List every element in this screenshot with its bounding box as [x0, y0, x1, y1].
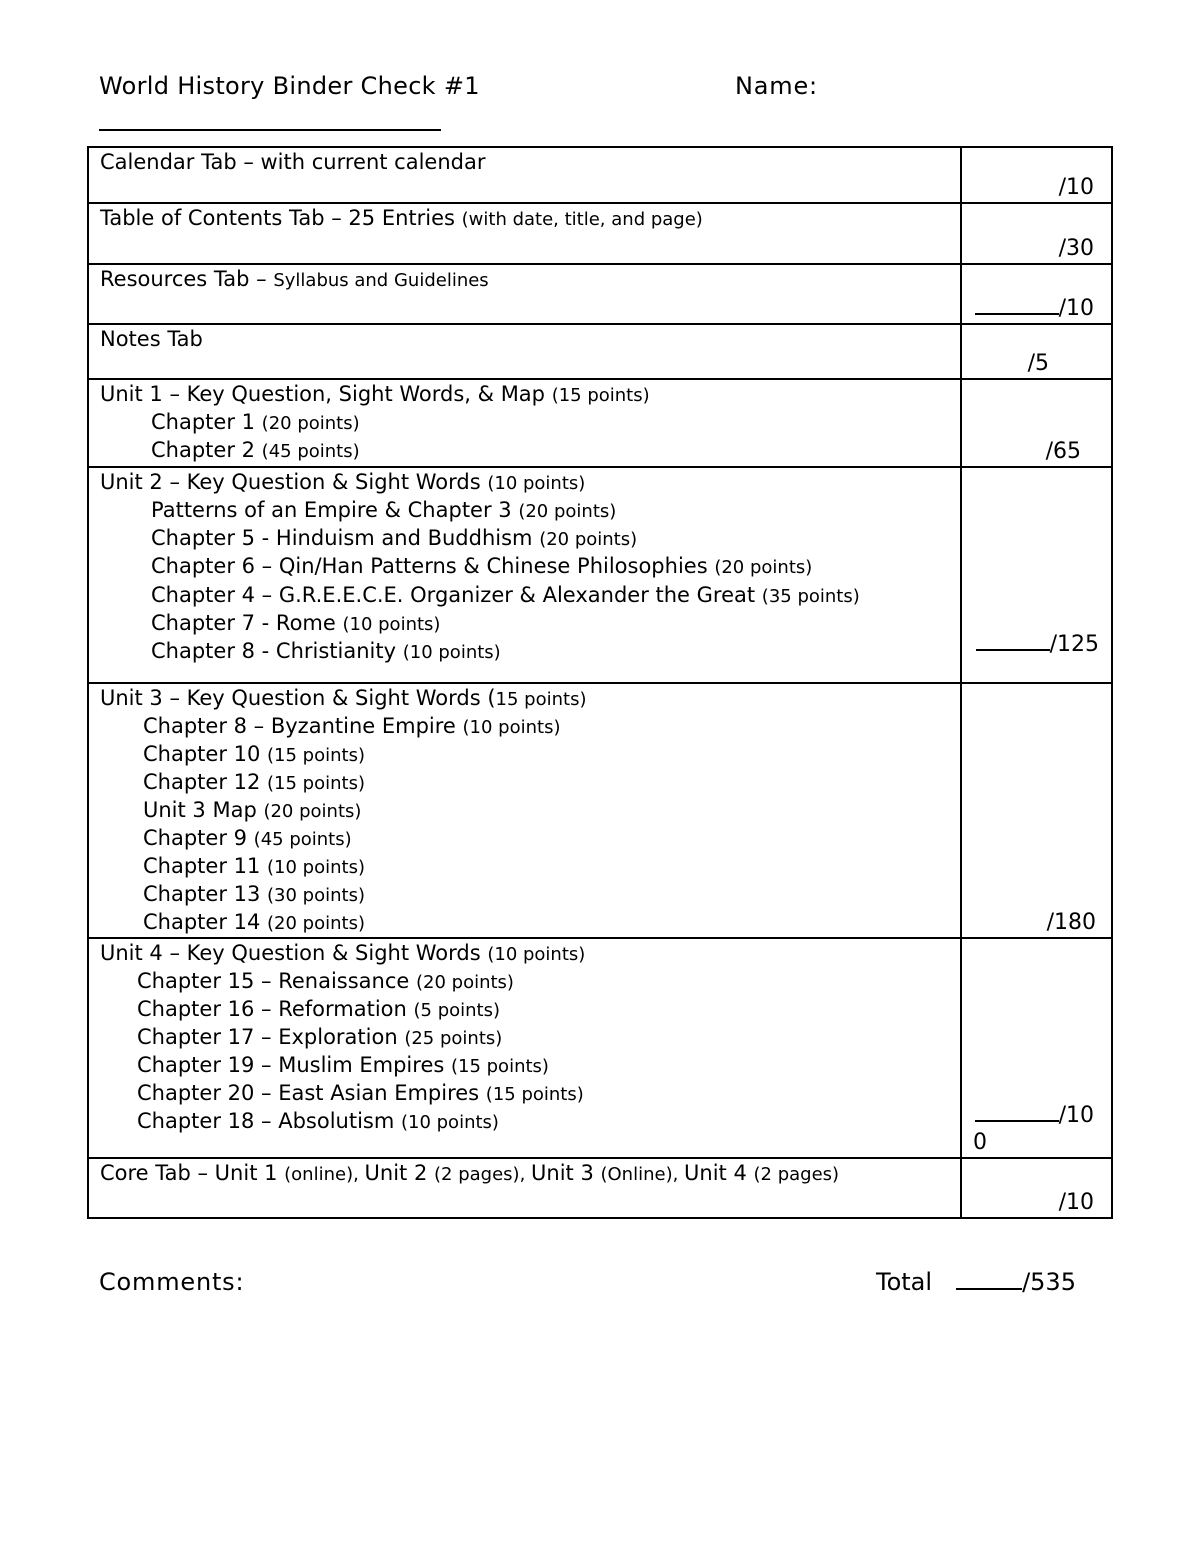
list-item: Chapter 12 (15 points): [143, 770, 365, 794]
name-blank-line[interactable]: [99, 129, 441, 131]
binder-check-table: [87, 146, 1113, 1219]
list-item: Chapter 11 (10 points): [143, 854, 365, 878]
row-item-label: Core Tab – Unit 1: [100, 1161, 285, 1185]
list-item: Chapter 8 - Christianity (10 points): [151, 639, 501, 663]
total-blank-line[interactable]: [956, 1268, 1022, 1290]
list-item: Unit 2 – Key Question & Sight Words (10 points): [100, 470, 586, 494]
list-item: Chapter 18 – Absolutism (10 points): [137, 1109, 499, 1133]
table-row-calendar: [88, 147, 1112, 203]
list-item: Chapter 8 – Byzantine Empire (10 points): [143, 714, 561, 738]
score-max: /180: [1046, 910, 1096, 935]
list-item: Unit 1 – Key Question, Sight Words, & Map (15 points): [100, 382, 650, 406]
score-blank-line[interactable]: [976, 631, 1050, 651]
comments-label: Comments:: [99, 1268, 245, 1296]
row-item-note: (with date, title, and page): [461, 209, 703, 230]
score-blank-line[interactable]: [975, 295, 1059, 315]
score-max-continued: 0: [973, 1130, 987, 1155]
score-cell[interactable]: [961, 683, 1112, 938]
table-row-notes: [88, 324, 1112, 379]
list-item: Chapter 1 (20 points): [151, 410, 360, 434]
row-description: [88, 147, 961, 203]
list-item: Chapter 4 – G.R.E.E.C.E. Organizer & Alexander the Great (35 points): [151, 583, 860, 607]
list-item: Patterns of an Empire & Chapter 3 (20 points): [151, 498, 617, 522]
table-row-unit-2: [88, 467, 1112, 683]
table-row-table-of-contents: [88, 203, 1112, 264]
table-row-unit-4: [88, 938, 1112, 1158]
score-max: /10: [1058, 1190, 1094, 1215]
score-cell[interactable]: [961, 203, 1112, 264]
score-cell[interactable]: [961, 1158, 1112, 1218]
table-row-unit-1: [88, 379, 1112, 467]
list-item: Chapter 10 (15 points): [143, 742, 365, 766]
page-title: World History Binder Check #1: [99, 72, 480, 100]
row-description: [88, 324, 961, 379]
list-item: Unit 4 – Key Question & Sight Words (10 points): [100, 941, 586, 965]
score-max: /5: [1027, 351, 1049, 376]
list-item: Chapter 13 (30 points): [143, 882, 365, 906]
list-item: Unit 3 – Key Question & Sight Words (15 points): [100, 686, 587, 710]
row-item-label: Calendar Tab – with current calendar: [100, 150, 486, 174]
row-description: [88, 467, 961, 683]
table-row-unit-3: [88, 683, 1112, 938]
list-item: Chapter 17 – Exploration (25 points): [137, 1025, 503, 1049]
score-max: /30: [1058, 236, 1094, 261]
list-item: Chapter 19 – Muslim Empires (15 points): [137, 1053, 549, 1077]
row-description: Core Tab – Unit 1 (online), Unit 2 (2 pages), Unit 3 (Online), Unit 4 (2 pages): [88, 1158, 961, 1218]
row-item-label: Table of Contents Tab – 25 Entries: [100, 206, 462, 230]
total-label: Total: [876, 1268, 933, 1296]
total-score: [876, 1268, 1076, 1296]
score-cell[interactable]: [961, 147, 1112, 203]
list-item: Chapter 2 (45 points): [151, 438, 360, 462]
score-blank-line[interactable]: [975, 1102, 1059, 1122]
row-description: [88, 379, 961, 467]
row-item-label: Resources Tab –: [100, 267, 274, 291]
row-item-label: Notes Tab: [100, 327, 203, 351]
score-max: /10 0: [973, 1103, 1094, 1155]
list-item: Chapter 9 (45 points): [143, 826, 352, 850]
list-item: Chapter 6 – Qin/Han Patterns & Chinese Philosophies (20 points): [151, 554, 813, 578]
row-description: [88, 203, 961, 264]
score-max: /10: [1058, 175, 1094, 200]
score-cell[interactable]: [961, 379, 1112, 467]
list-item: Chapter 14 (20 points): [143, 910, 365, 934]
list-item: Unit 3 Map (20 points): [143, 798, 362, 822]
row-description: [88, 264, 961, 324]
table-row-resources: [88, 264, 1112, 324]
row-description: [88, 938, 961, 1158]
score-max: /125: [976, 631, 1099, 658]
list-item: Chapter 20 – East Asian Empires (15 points): [137, 1081, 584, 1105]
total-max: /535: [1022, 1268, 1076, 1296]
list-item: Chapter 7 - Rome (10 points): [151, 611, 441, 635]
list-item: Chapter 5 - Hinduism and Buddhism (20 points): [151, 526, 638, 550]
table-row-core-tab: [88, 1158, 1112, 1218]
score-cell[interactable]: [961, 264, 1112, 324]
row-description: [88, 683, 961, 938]
list-item: Chapter 16 – Reformation (5 points): [137, 997, 501, 1021]
row-item-note: Syllabus and Guidelines: [273, 270, 489, 291]
score-cell[interactable]: [961, 467, 1112, 683]
name-label: Name:: [735, 72, 818, 100]
score-max: /10: [975, 295, 1094, 322]
list-item: Chapter 15 – Renaissance (20 points): [137, 969, 514, 993]
score-cell[interactable]: [961, 324, 1112, 379]
score-cell[interactable]: [961, 938, 1112, 1158]
score-max: /65: [1045, 439, 1081, 464]
